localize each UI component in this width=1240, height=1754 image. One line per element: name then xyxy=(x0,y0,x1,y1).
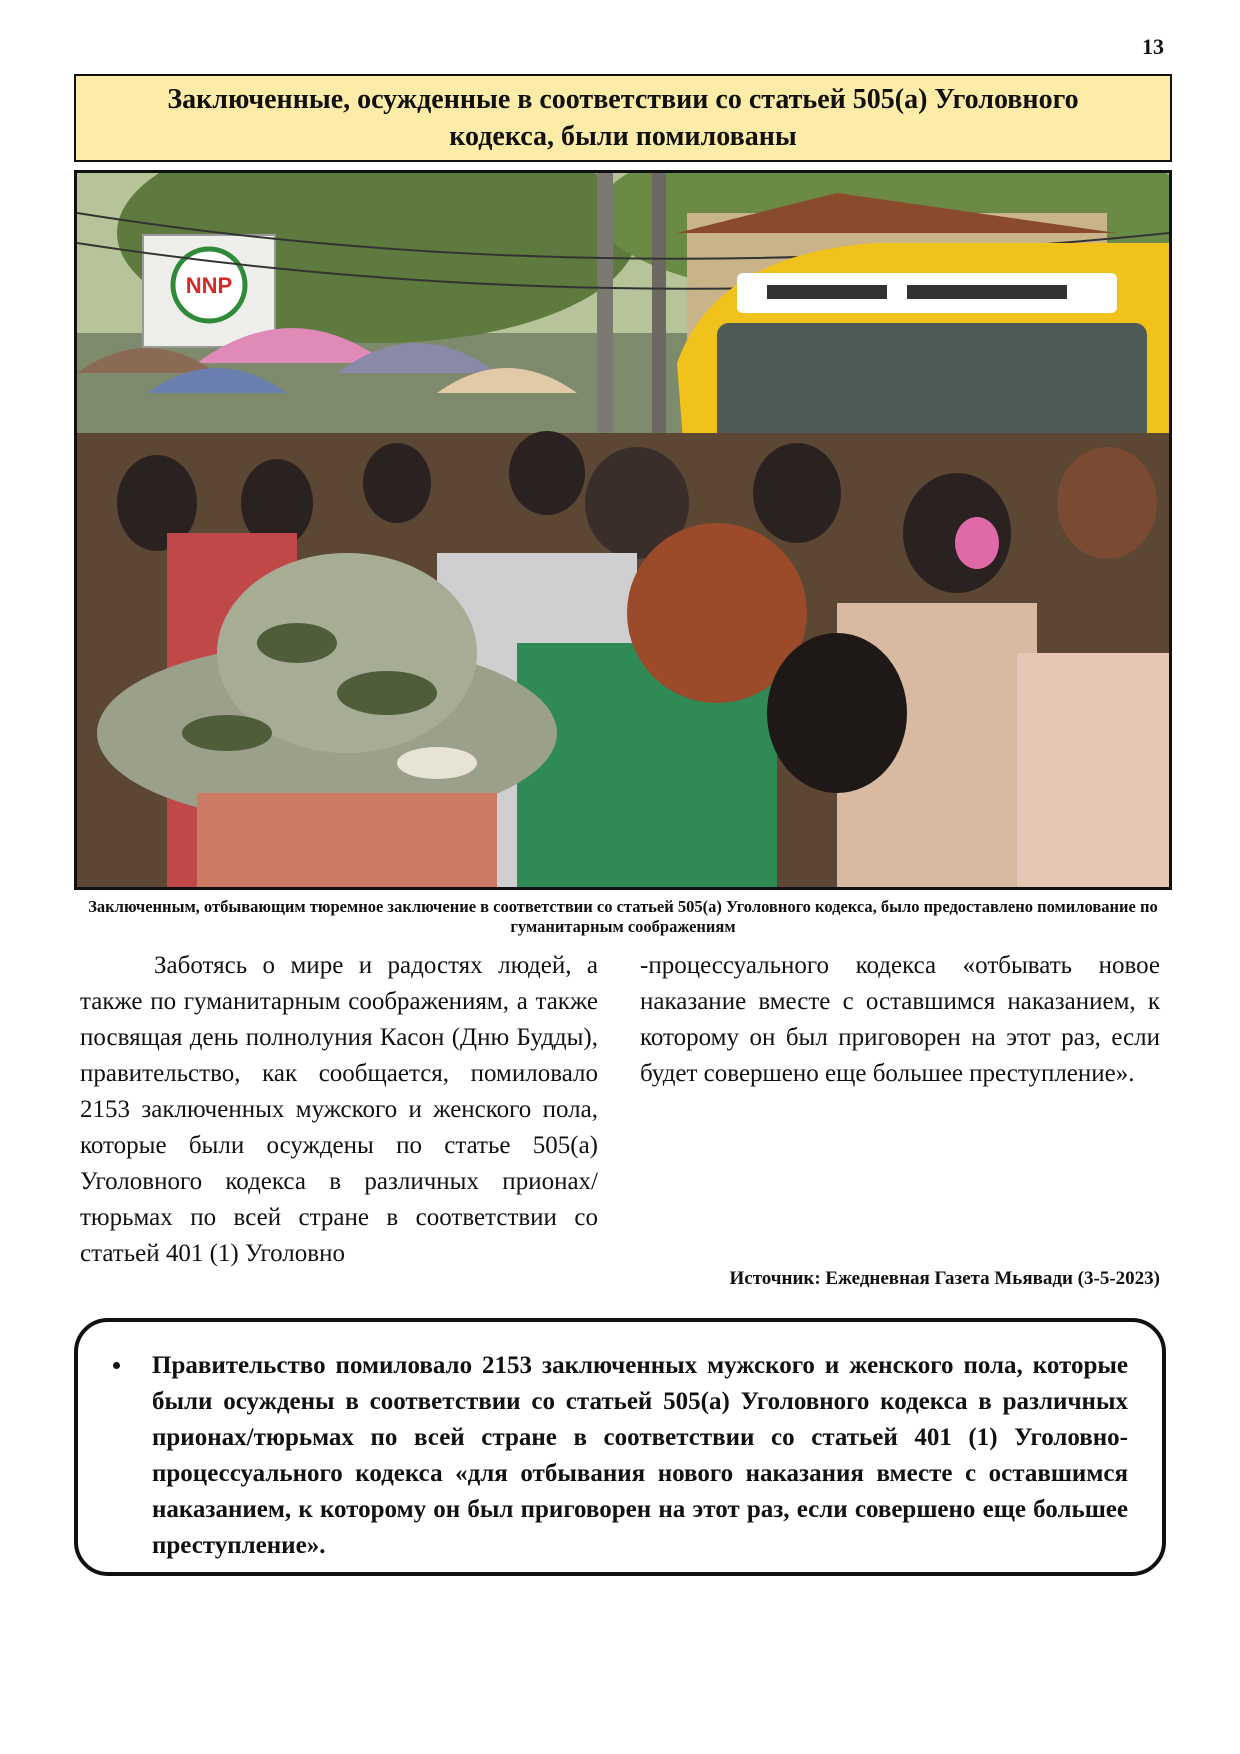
summary-bullet: • Правительство помиловало 2153 заключенных мужского и женского пола, которые были осуждены в соответствии со статьей 505(а) Уголовного кодекса в различных прионах/тюрьмах по всей стране в соответствии со статьей 401 (1) Уголовно-процессуального кодекса «для отбывания нового наказания вместе с оставшимся наказанием, к которому он был приговорен на этот раз, если совершено еще большее преступление». xyxy=(134,1348,1128,1564)
news-photo xyxy=(74,170,1172,890)
source-citation: Источник: Ежедневная Газета Мьявади (3-5-2023) xyxy=(729,1268,1160,1289)
page-title: Заключенные, осужденные в соответствии со статьей 505(а) Уголовного кодекса, были помилованы xyxy=(167,84,1079,152)
article-text-left: Заботясь о мире и радостях людей, а также по гуманитарным соображениям, а также посвящая день полнолуния Касон (Дню Будды), правительство, как сообщается, помиловало 2153 заключенных мужского и женского пола, которые были осуждены по статье 505(а) Уголовного кодекса в различных прионах/тюрьмах по всей стране в соответствии со статьей 401 (1) Уголовно xyxy=(80,952,598,1267)
page-number: 13 xyxy=(1142,34,1164,59)
crowd-photo-illustration xyxy=(77,173,1169,887)
article-text-right: -процессуального кодекса «отбывать новое наказание вместе с оставшимся наказанием, к которому он был приговорен на этот раз, если будет совершено еще большее преступление». xyxy=(640,952,1160,1087)
summary-box xyxy=(74,1318,1166,1576)
summary-list xyxy=(78,1322,1162,1564)
page-title-box xyxy=(74,74,1172,162)
sign-logo-text: NNP xyxy=(185,273,233,298)
photo-caption: Заключенным, отбывающим тюремное заключение в соответствии со статьей 505(а) Уголовного кодекса, было предоставлено помилование по гуманитарным соображениям xyxy=(88,897,1158,936)
